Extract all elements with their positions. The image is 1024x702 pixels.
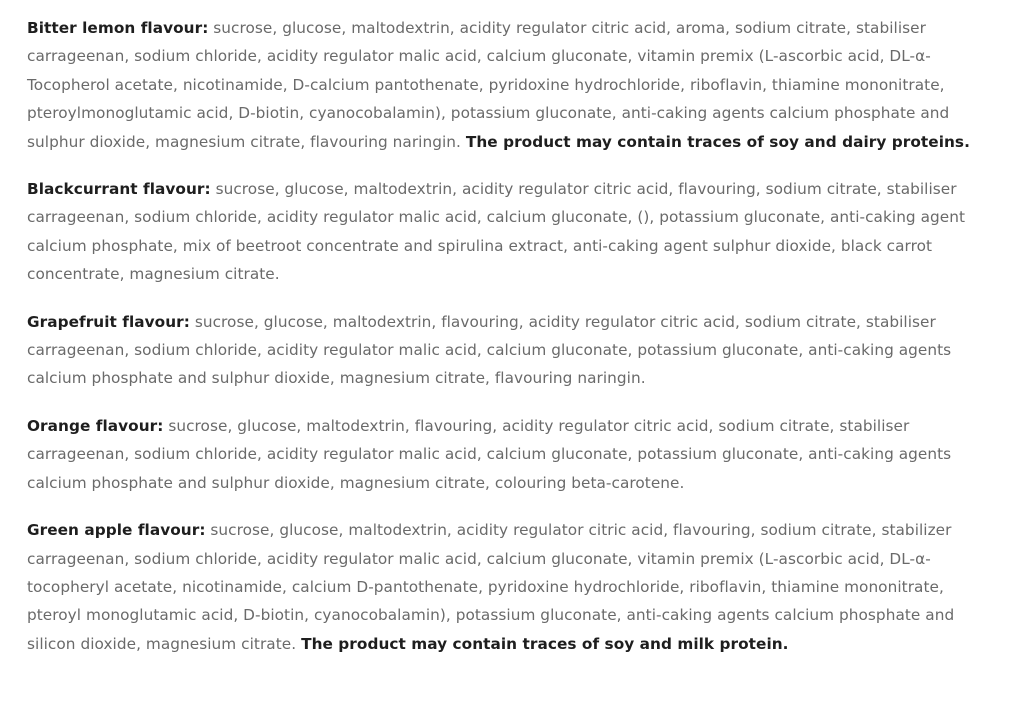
ingredients-section bbox=[27, 14, 1002, 677]
flavour-block-bitter-lemon bbox=[27, 14, 1002, 156]
allergen-note: The product may contain traces of soy and dairy proteins. bbox=[465, 132, 970, 151]
flavour-block-blackcurrant bbox=[27, 175, 1002, 289]
flavour-label: Orange flavour: bbox=[27, 416, 164, 435]
ingredients-text: sucrose, glucose, maltodextrin, flavouring, acidity regulator citric acid, sodium citrate, stabiliser carrageenan, sodium chloride, acidity regulator malic acid, calcium gluconate, potassium gluconate, anti-caking agents calcium phosphate and sulphur dioxide, magnesium citrate, colouring beta-carotene. bbox=[27, 416, 952, 492]
ingredients-text: sucrose, glucose, maltodextrin, acidity regulator citric acid, aroma, sodium citrate, stabiliser carrageenan, sodium chloride, acidity regulator malic acid, calcium gluconate, vitamin premix (L-ascorbic acid, DL-α-Tocopherol acetate, nicotinamide, D-calcium pantothenate, pyridoxine hydrochloride, riboflavin, thiamine mononitrate, pteroylmonoglutamic acid, D-biotin, cyanocobalamin), potassium gluconate, anti-caking agents calcium phosphate and sulphur dioxide, magnesium citrate, flavouring naringin. bbox=[27, 19, 950, 151]
flavour-label: Grapefruit flavour: bbox=[27, 312, 190, 331]
allergen-note: The product may contain traces of soy and milk protein. bbox=[301, 634, 789, 653]
flavour-block-orange bbox=[27, 412, 1002, 497]
flavour-label: Green apple flavour: bbox=[27, 521, 206, 540]
flavour-block-grapefruit bbox=[27, 308, 1002, 393]
flavour-label: Blackcurrant flavour: bbox=[27, 180, 211, 199]
flavour-block-green-apple bbox=[27, 516, 1002, 658]
ingredients-text: sucrose, glucose, maltodextrin, acidity regulator citric acid, flavouring, sodium citrate, stabiliser carrageenan, sodium chloride, acidity regulator malic acid, calcium gluconate, (), potassium gluconate, anti-caking agent calcium phosphate, mix of beetroot concentrate and spirulina extract, anti-caking agent sulphur dioxide, black carrot concentrate, magnesium citrate. bbox=[27, 180, 966, 284]
ingredients-text: sucrose, glucose, maltodextrin, flavouring, acidity regulator citric acid, sodium citrate, stabiliser carrageenan, sodium chloride, acidity regulator malic acid, calcium gluconate, potassium gluconate, anti-caking agents calcium phosphate and sulphur dioxide, magnesium citrate, flavouring naringin. bbox=[27, 312, 952, 388]
flavour-label: Bitter lemon flavour: bbox=[27, 19, 209, 37]
ingredients-text: sucrose, glucose, maltodextrin, acidity regulator citric acid, flavouring, sodium citrate, stabilizer carrageenan, sodium chloride, acidity regulator malic acid, calcium gluconate, vitamin premix (L-ascorbic acid, DL-α-tocopheryl acetate, nicotinamide, calcium D-pantothenate, pyridoxine hydrochloride, riboflavin, thiamine mononitrate, pteroyl monoglutamic acid, D-biotin, cyanocobalamin), potassium gluconate, anti-caking agents calcium phosphate and silicon dioxide, magnesium citrate. bbox=[27, 521, 955, 653]
